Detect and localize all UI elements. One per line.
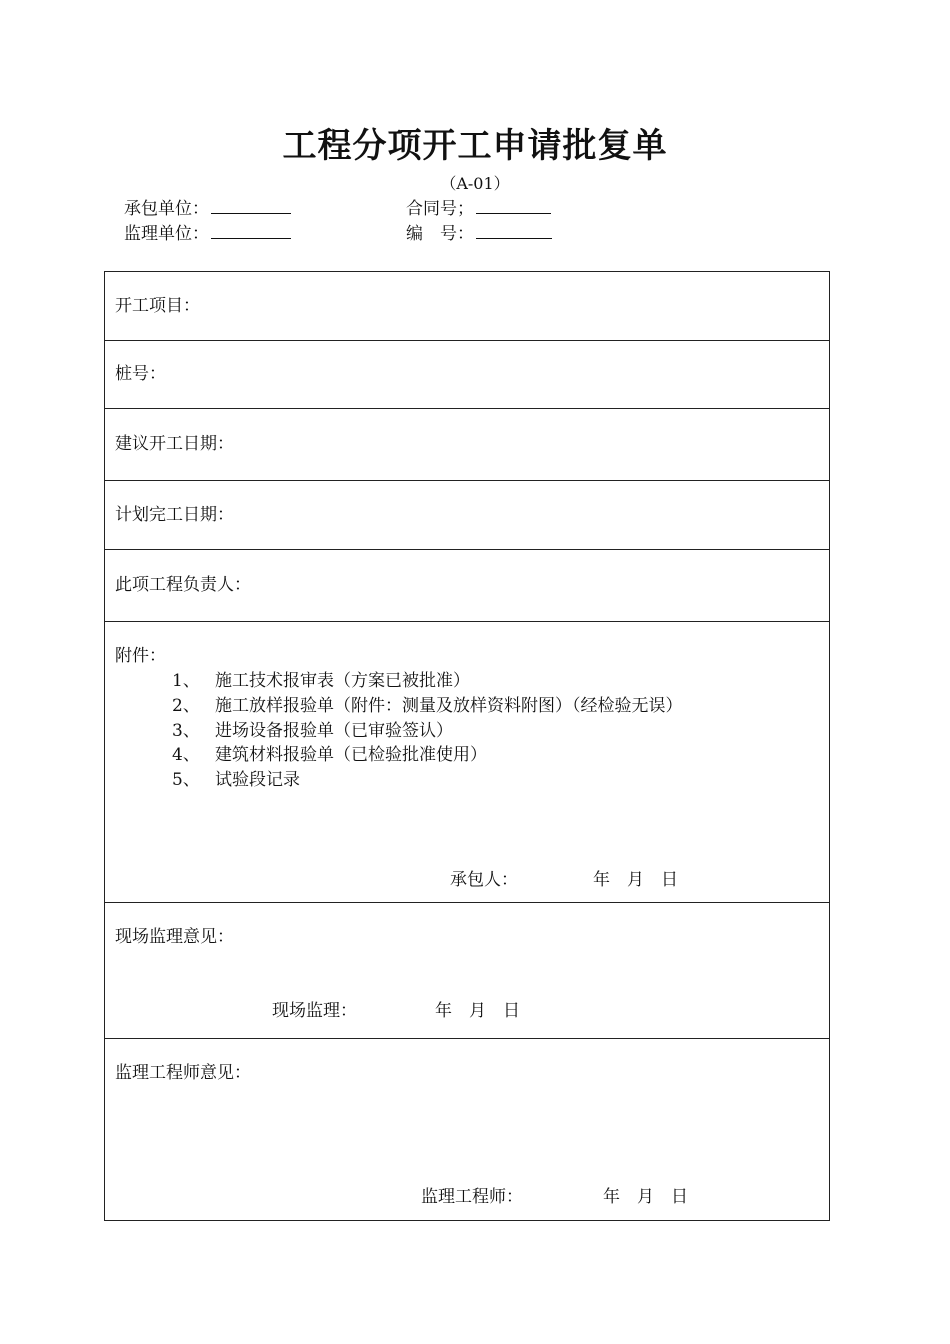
supervision-unit-label: 监理单位： (124, 224, 209, 244)
serial-no-label: 编 号： (406, 224, 474, 244)
row-responsible (105, 550, 829, 622)
attachment-num: 5、 (172, 770, 200, 790)
attachments-label: 附件： (115, 646, 166, 666)
supervision-unit-field (124, 223, 291, 245)
attachment-num: 1、 (172, 671, 200, 691)
responsible-label: 此项工程负责人： (115, 575, 251, 595)
site-supervisor-label: 现场监理： (272, 1001, 357, 1021)
attachment-num: 2、 (172, 696, 200, 716)
row-project (105, 272, 829, 341)
attachment-text: 建筑材料报验单（已检验批准使用） (215, 745, 487, 765)
contract-no-blank (476, 199, 551, 214)
planned-finish-label: 计划完工日期： (115, 505, 234, 525)
project-label: 开工项目： (115, 296, 200, 316)
attachment-text: 试验段记录 (215, 770, 300, 790)
attachment-text: 进场设备报验单（已审验签认） (215, 721, 453, 741)
contract-no-label: 合同号； (406, 199, 474, 219)
proposed-start-label: 建议开工日期： (115, 434, 234, 454)
serial-no-blank (476, 224, 552, 239)
attachment-text: 施工技术报审表（方案已被批准） (215, 671, 470, 691)
row-engineer-opinion (105, 1039, 829, 1222)
attachment-num: 4、 (172, 745, 200, 765)
engineer-opinion-label: 监理工程师意见： (115, 1063, 251, 1083)
site-opinion-label: 现场监理意见： (115, 927, 234, 947)
attachment-text: 施工放样报验单（附件：测量及放样资料附图）（经检验无误） (215, 696, 683, 716)
row-planned-finish (105, 481, 829, 550)
row-site-opinion (105, 903, 829, 1039)
contractor-unit-label: 承包单位： (124, 199, 209, 219)
stake-label: 桩号： (115, 364, 166, 384)
serial-no-field (406, 223, 552, 245)
contract-no-field (406, 198, 551, 220)
supervision-unit-blank (211, 224, 291, 239)
contractor-unit-blank (211, 199, 291, 214)
attachment-num: 3、 (172, 721, 200, 741)
contractor-date: 年 月 日 (593, 870, 678, 890)
row-proposed-start (105, 409, 829, 481)
engineer-signer-label: 监理工程师： (421, 1187, 523, 1207)
engineer-date: 年 月 日 (603, 1187, 688, 1207)
form-code: （A-01） (440, 174, 510, 193)
row-stake (105, 341, 829, 409)
application-form-table (104, 271, 830, 1221)
contractor-signer-label: 承包人： (450, 870, 518, 890)
form-title: 工程分项开工申请批复单 (282, 126, 668, 166)
site-supervisor-date: 年 月 日 (435, 1001, 520, 1021)
contractor-unit-field (124, 198, 291, 220)
row-attachments (105, 622, 829, 903)
